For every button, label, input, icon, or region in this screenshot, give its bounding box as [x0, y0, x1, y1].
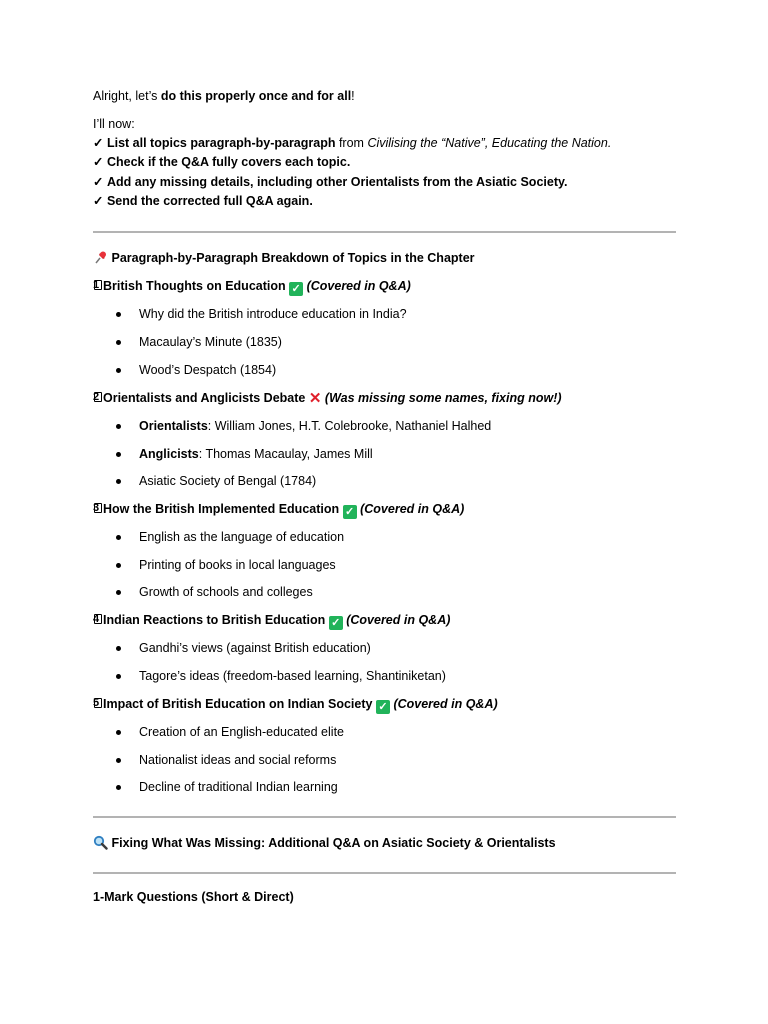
- bullet-icon: [116, 424, 121, 429]
- list-item-label: Anglicists: [139, 447, 199, 461]
- section-title: British Thoughts on Education: [103, 279, 286, 293]
- list-item-text: Why did the British introduce education in India?: [139, 307, 407, 321]
- plan-item: [93, 174, 567, 190]
- divider: [93, 816, 676, 818]
- list-item-text: Tagore’s ideas (freedom-based learning, Shantiniketan): [139, 669, 446, 683]
- section-heading: [93, 612, 450, 630]
- bullet-icon: [116, 785, 121, 790]
- breakdown-heading-text: Paragraph-by-Paragraph Breakdown of Topics in the Chapter: [111, 251, 475, 265]
- list-item-label: Orientalists: [139, 419, 208, 433]
- number-digit: 3: [93, 502, 100, 514]
- fixing-heading-text: Fixing What Was Missing: Additional Q&A on Asiatic Society & Orientalists: [111, 836, 556, 850]
- breakdown-heading: [93, 250, 475, 266]
- intro-line: [93, 88, 355, 104]
- list-item-text: Printing of books in local languages: [139, 558, 336, 572]
- section-note: (Covered in Q&A): [306, 279, 411, 293]
- list-item-text: : William Jones, H.T. Colebrooke, Nathaniel Halhed: [207, 419, 492, 433]
- intro-prefix: Alright, let’s: [93, 89, 161, 103]
- plan-lead: I’ll now:: [93, 117, 135, 131]
- number-badge: [93, 280, 103, 291]
- plan-item: [93, 193, 313, 209]
- plan-item-bold: List all topics paragraph-by-paragraph: [106, 136, 336, 150]
- list-item-text: Nationalist ideas and social reforms: [139, 753, 337, 767]
- section-note: (Covered in Q&A): [346, 613, 451, 627]
- bullet-icon: [116, 646, 121, 651]
- number-digit: 5: [93, 697, 100, 709]
- magnifier-icon: [93, 835, 108, 850]
- plan-item: [93, 135, 611, 151]
- list-item-text: Wood’s Despatch (1854): [139, 363, 277, 377]
- pushpin-icon: [93, 250, 108, 265]
- list-item-text: English as the language of education: [139, 530, 345, 544]
- bullet-icon: [116, 730, 121, 735]
- list-item-text: Growth of schools and colleges: [139, 585, 313, 599]
- bullet-icon: [116, 590, 121, 595]
- list-item-text: : Thomas Macaulay, James Mill: [198, 447, 373, 461]
- checkmark-icon: ✓: [93, 194, 104, 208]
- bullet-icon: [116, 674, 121, 679]
- green-check-icon: ✓: [343, 505, 357, 519]
- plan-item-bold: Add any missing details, including other Orientalists from the Asiatic Society.: [106, 175, 568, 189]
- questions-heading: 1-Mark Questions (Short & Direct): [93, 890, 294, 904]
- bullet-icon: [116, 452, 121, 457]
- green-check-icon: ✓: [329, 616, 343, 630]
- section-title: Impact of British Education on Indian Society: [103, 697, 373, 711]
- section-title: Indian Reactions to British Education: [103, 613, 326, 627]
- list-item-text: Gandhi’s views (against British education): [139, 641, 371, 655]
- checkmark-icon: ✓: [93, 175, 104, 189]
- number-digit: 2: [93, 391, 100, 403]
- section-title: How the British Implemented Education: [103, 502, 340, 516]
- checkmark-icon: ✓: [93, 155, 104, 169]
- intro-bold: do this properly once and for all: [160, 89, 352, 103]
- bullet-icon: [116, 368, 121, 373]
- number-badge: [93, 392, 103, 403]
- list-item-text: Asiatic Society of Bengal (1784): [139, 474, 317, 488]
- section-heading: [93, 278, 411, 296]
- bullet-icon: [116, 340, 121, 345]
- number-digit: 4: [93, 613, 100, 625]
- section-note: (Covered in Q&A): [393, 697, 498, 711]
- bullet-icon: [116, 479, 121, 484]
- divider: [93, 872, 676, 874]
- list-item-text: Decline of traditional Indian learning: [139, 780, 338, 794]
- section-heading: [93, 390, 562, 406]
- number-digit: 1: [93, 279, 100, 291]
- list-item-text: Macaulay’s Minute (1835): [139, 335, 282, 349]
- bullet-icon: [116, 563, 121, 568]
- number-badge: [93, 698, 103, 709]
- checkmark-icon: ✓: [93, 136, 104, 150]
- plan-item: [93, 154, 350, 170]
- section-title: Orientalists and Anglicists Debate: [103, 391, 306, 405]
- plan-item-plain: from: [335, 136, 368, 150]
- list-item-text: Creation of an English-educated elite: [139, 725, 344, 739]
- plan-item-italic: Civilising the “Native”, Educating the Nation.: [367, 136, 612, 150]
- divider: [93, 231, 676, 233]
- bullet-icon: [116, 312, 121, 317]
- green-check-icon: ✓: [289, 282, 303, 296]
- section-note: (Covered in Q&A): [360, 502, 465, 516]
- green-check-icon: ✓: [376, 700, 390, 714]
- section-heading: [93, 696, 498, 714]
- red-cross-icon: ✕: [308, 390, 322, 407]
- intro-suffix: !: [351, 89, 355, 103]
- plan-item-bold: Send the corrected full Q&A again.: [106, 194, 313, 208]
- bullet-icon: [116, 535, 121, 540]
- number-badge: [93, 614, 103, 625]
- section-heading: [93, 501, 464, 519]
- fixing-heading: [93, 835, 556, 851]
- section-note: (Was missing some names, fixing now!): [324, 391, 562, 405]
- number-badge: [93, 503, 103, 514]
- plan-item-bold: Check if the Q&A fully covers each topic.: [106, 155, 351, 169]
- bullet-icon: [116, 758, 121, 763]
